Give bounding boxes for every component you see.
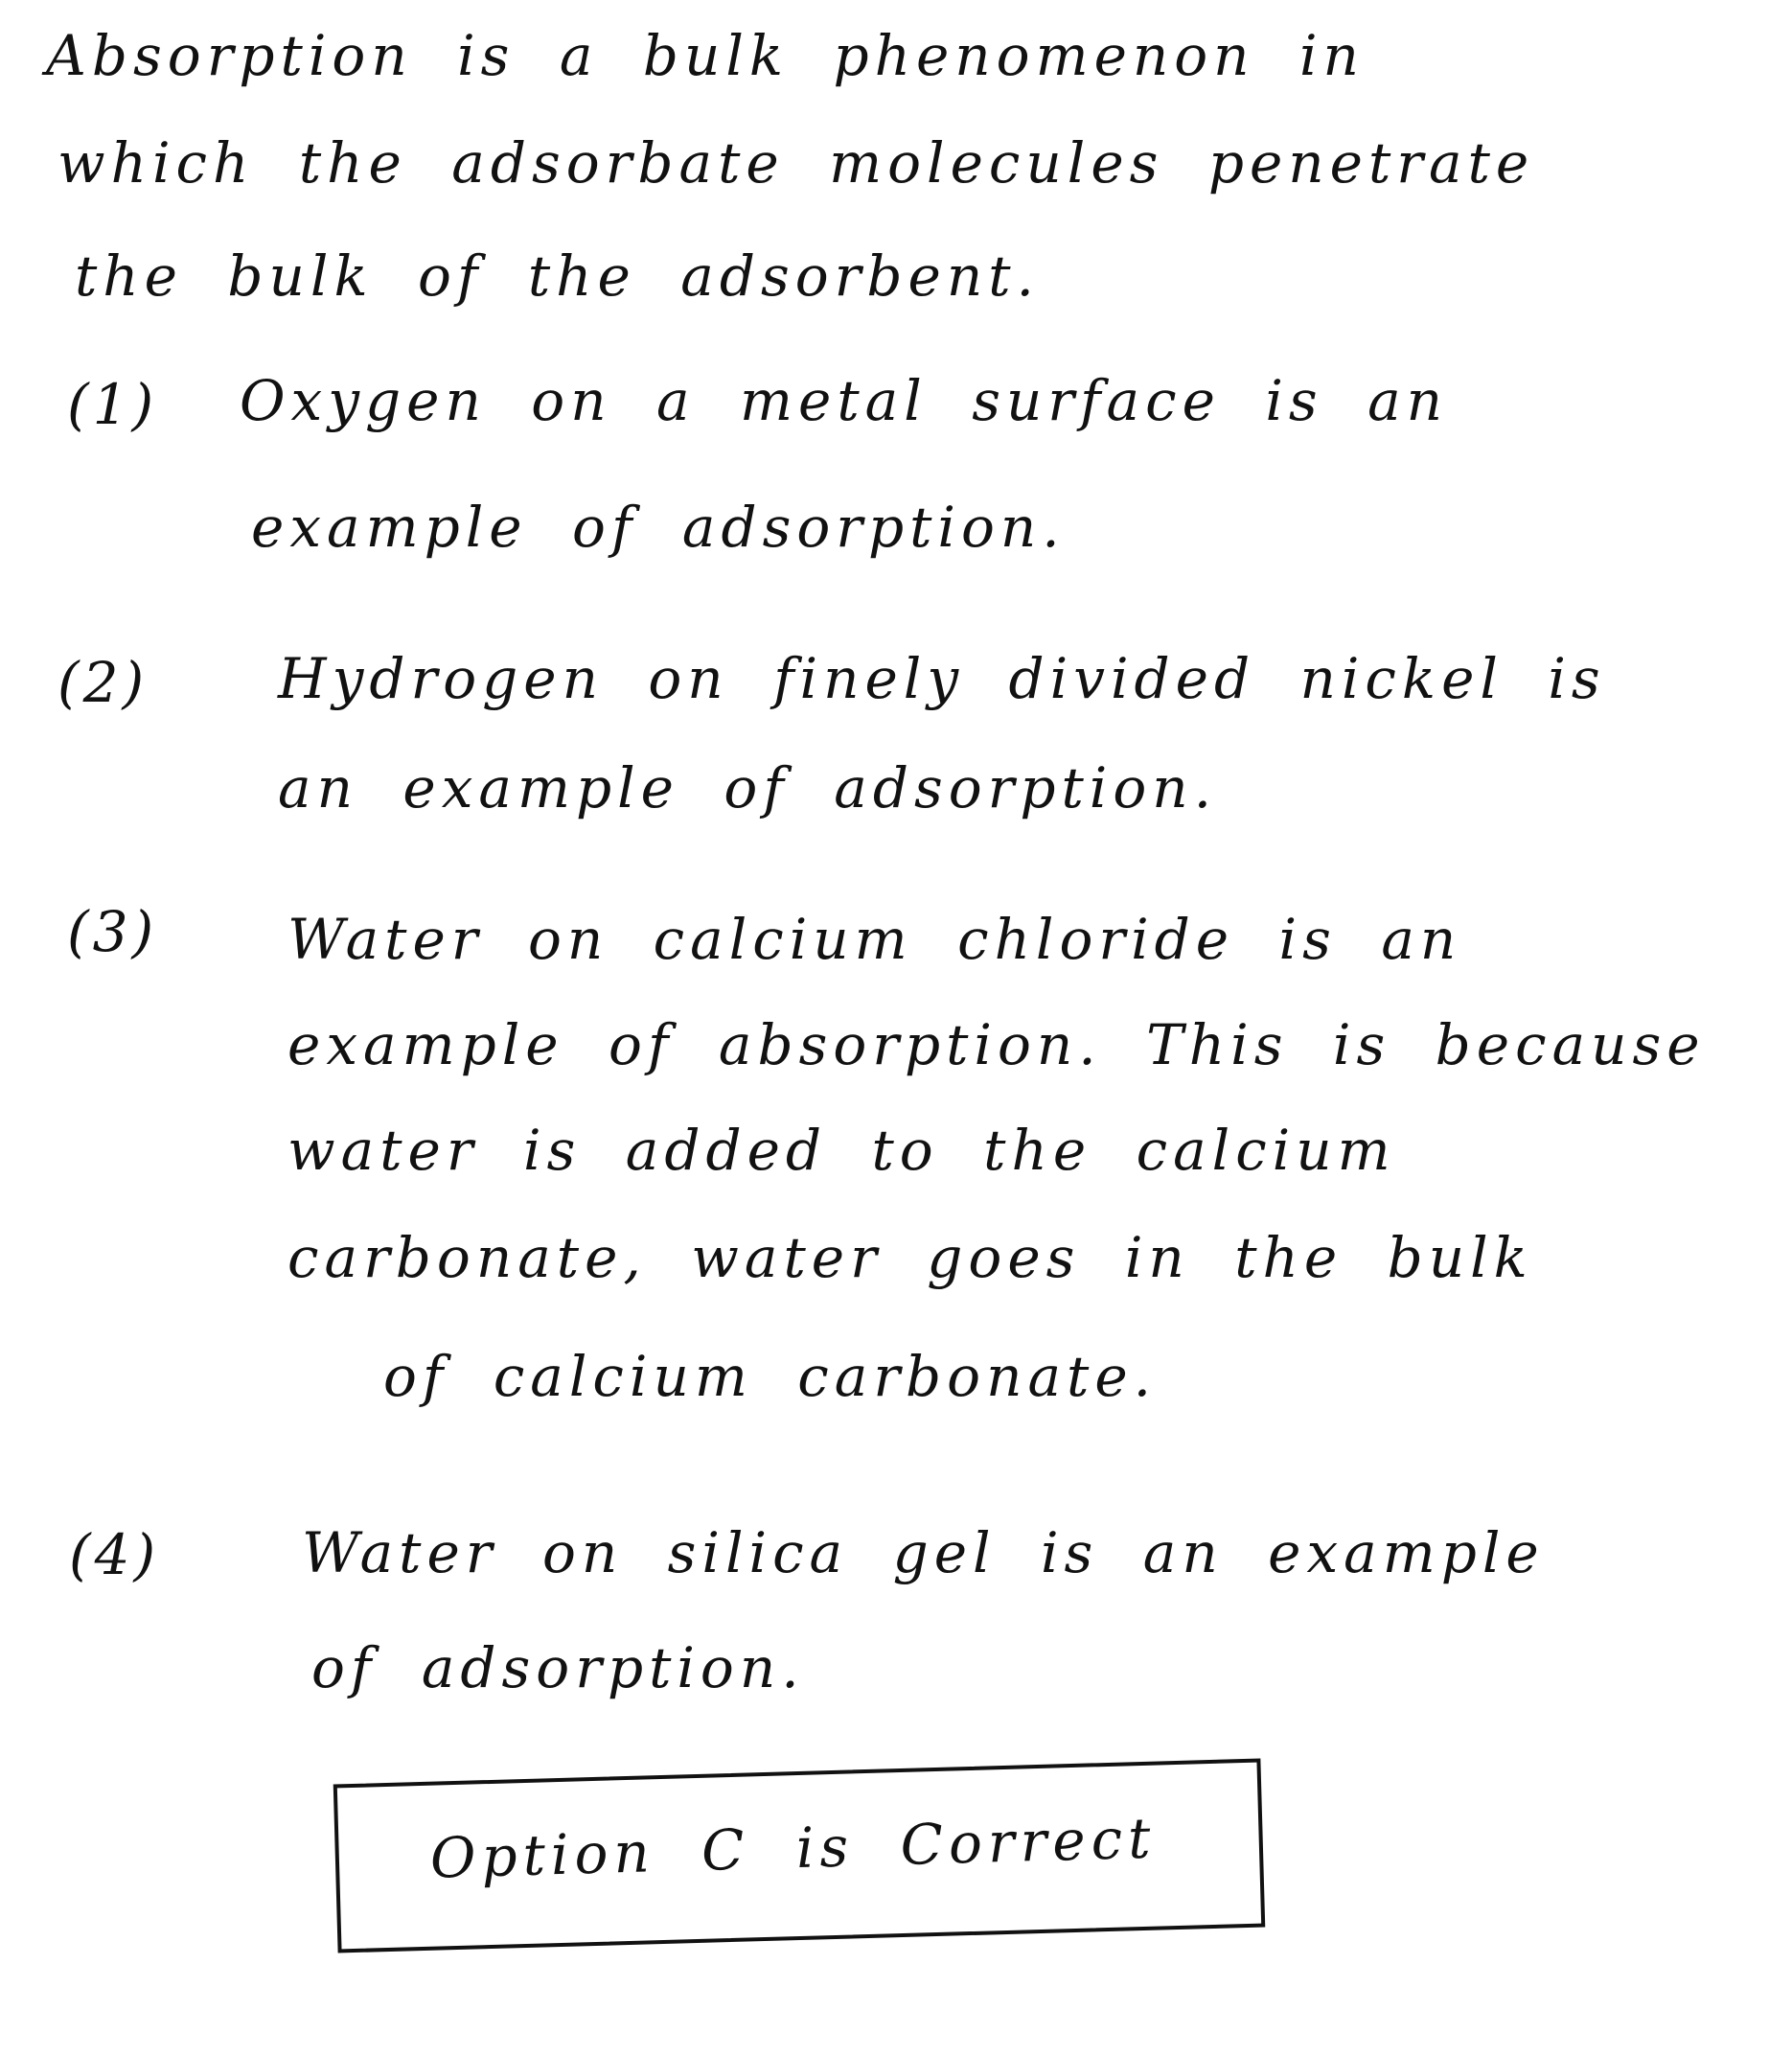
item-3-line-5: of calcium carbonate. <box>383 1344 1158 1409</box>
item-4-line-2: of adsorption. <box>311 1635 805 1700</box>
item-4-number: (4) <box>69 1522 160 1587</box>
item-3-line-1: Water on calcium chloride is an <box>287 907 1462 972</box>
item-1-number: (1) <box>67 372 158 437</box>
item-1-line-1: Oxygen on a metal surface is an <box>240 368 1449 433</box>
intro-line-3: the bulk of the adsorbent. <box>75 243 1040 309</box>
answer-box <box>333 1759 1266 1953</box>
item-3-line-3: water is added to the calcium <box>287 1118 1396 1183</box>
item-3-line-4: carbonate, water goes in the bulk <box>287 1225 1533 1290</box>
intro-line-1: Absorption is a bulk phenomenon in <box>46 23 1365 88</box>
item-2-line-2: an example of adsorption. <box>278 755 1218 820</box>
item-3-number: (3) <box>67 899 158 964</box>
intro-line-2: which the adsorbate molecules penetrate <box>57 130 1535 196</box>
item-4-line-1: Water on silica gel is an example <box>302 1520 1545 1585</box>
item-1-line-2: example of adsorption. <box>251 495 1066 560</box>
item-2-line-1: Hydrogen on finely divided nickel is <box>278 646 1606 711</box>
answer-text: Option C is Correct <box>428 1805 1158 1891</box>
item-2-number: (2) <box>57 650 149 715</box>
item-3-line-2: example of absorption. This is because <box>287 1012 1706 1077</box>
